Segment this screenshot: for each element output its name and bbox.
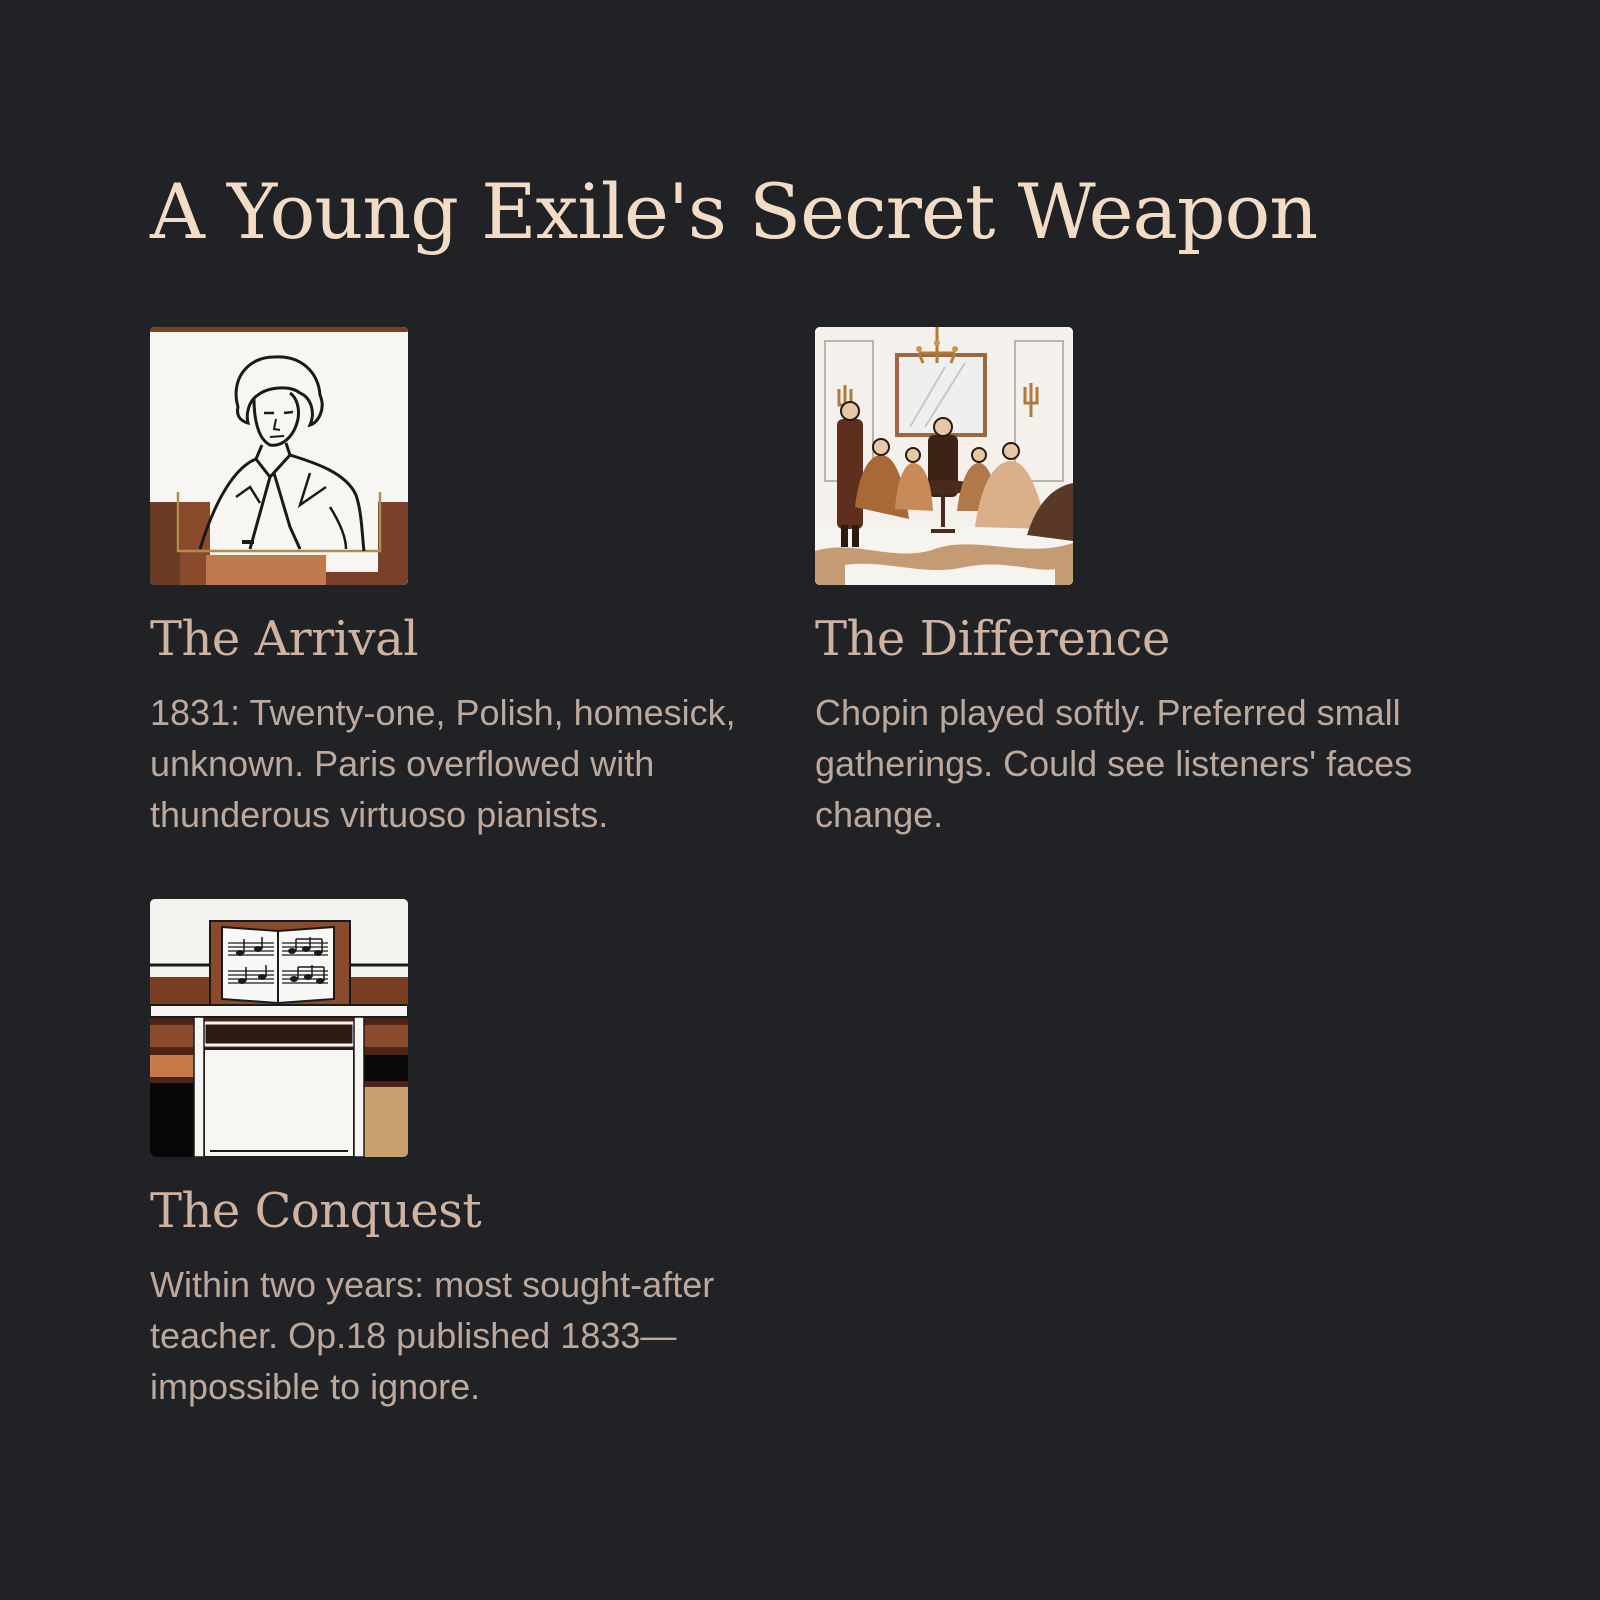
card-title: The Conquest — [150, 1183, 482, 1239]
card-body: 1831: Twenty-one, Polish, homesick, unknown. Paris overflowed with thunderous virtuoso pianists. — [150, 691, 736, 835]
card-title: The Difference — [815, 611, 1170, 667]
salon-gathering-illustration — [815, 327, 1073, 585]
card-conquest — [150, 899, 790, 1412]
card-arrival — [150, 327, 790, 840]
card-title: The Arrival — [150, 611, 419, 667]
slide-title: A Young Exile's Secret Weapon — [150, 167, 1318, 256]
portrait-illustration — [150, 327, 408, 585]
card-body: Within two years: most sought-after teacher. Op.18 published 1833—impossible to ignore. — [150, 1263, 715, 1407]
piano-sheet-music-illustration — [150, 899, 408, 1157]
card-body: Chopin played softly. Preferred small gatherings. Could see listeners' faces change. — [815, 691, 1413, 835]
card-difference — [815, 327, 1455, 840]
